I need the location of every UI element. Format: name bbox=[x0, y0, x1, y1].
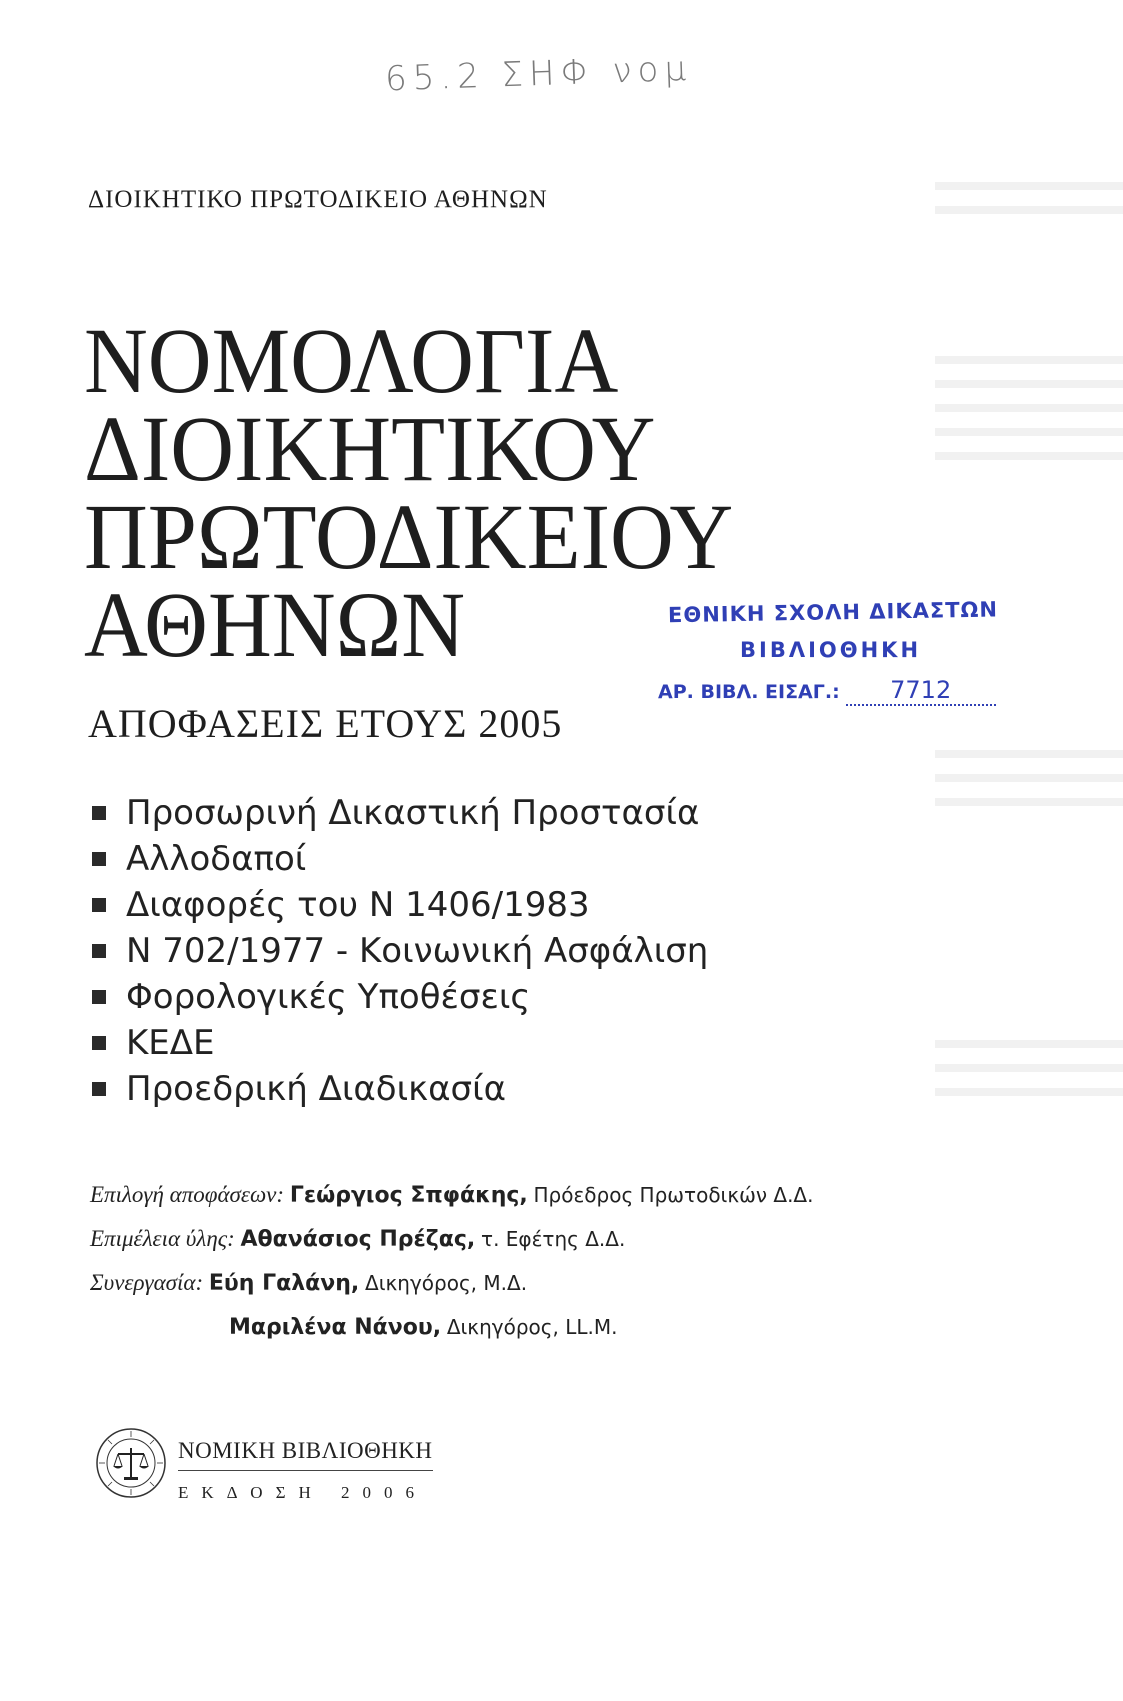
list-item bbox=[92, 1020, 708, 1066]
topic-label: Διαφορές του Ν 1406/1983 bbox=[126, 885, 590, 925]
stamp-accession-label: ΑΡ. ΒΙΒΛ. ΕΙΣΑΓ.: bbox=[658, 681, 840, 703]
stamp-accession-number: 7712 bbox=[846, 676, 996, 706]
bleed-through-line bbox=[935, 206, 1123, 214]
handwritten-call-number: 65.2 ΣΗΦ νομ bbox=[384, 48, 693, 100]
square-bullet-icon bbox=[92, 1082, 106, 1096]
credit-selection bbox=[90, 1182, 813, 1226]
publisher-name: ΝΟΜΙΚΗ ΒΙΒΛΙΟΘΗΚΗ bbox=[178, 1438, 433, 1471]
square-bullet-icon bbox=[92, 898, 106, 912]
square-bullet-icon bbox=[92, 806, 106, 820]
bleed-through-line bbox=[935, 428, 1123, 436]
list-item bbox=[92, 882, 708, 928]
bleed-through-line bbox=[935, 774, 1123, 782]
bleed-through-line bbox=[935, 356, 1123, 364]
square-bullet-icon bbox=[92, 1036, 106, 1050]
topic-label: Φορολογικές Υποθέσεις bbox=[126, 977, 531, 1017]
credit-name: Εύη Γαλάνη, bbox=[208, 1271, 360, 1296]
bleed-through-line bbox=[935, 1040, 1123, 1048]
bleed-through-line bbox=[935, 750, 1123, 758]
topic-label: Προεδρική Διαδικασία bbox=[126, 1069, 507, 1109]
credit-name: Μαριλένα Νάνου, bbox=[229, 1315, 442, 1340]
bleed-through-line bbox=[935, 182, 1123, 190]
credit-name: Γεώργιος Σπφάκης, bbox=[289, 1183, 528, 1208]
credit-title: Δικηγόρος, Μ.Δ. bbox=[365, 1271, 528, 1295]
publisher-block bbox=[94, 1426, 433, 1503]
topic-label: Ν 702/1977 - Κοινωνική Ασφάλιση bbox=[126, 931, 709, 971]
publisher-logo-scales-icon bbox=[94, 1426, 168, 1500]
bleed-through-line bbox=[935, 1088, 1123, 1096]
main-title bbox=[84, 310, 734, 677]
list-item bbox=[92, 790, 708, 836]
topic-label: Αλλοδαποί bbox=[126, 839, 307, 879]
square-bullet-icon bbox=[92, 990, 106, 1004]
bleed-through-line bbox=[935, 380, 1123, 388]
topic-label: ΚΕΔΕ bbox=[126, 1023, 215, 1063]
list-item bbox=[92, 1066, 708, 1112]
stamp-library-label: ΒΙΒΛΙΟΘΗΚΗ bbox=[740, 638, 922, 662]
credit-title: τ. Εφέτης Δ.Δ. bbox=[481, 1227, 626, 1251]
square-bullet-icon bbox=[92, 852, 106, 866]
list-item bbox=[92, 974, 708, 1020]
bleed-through-line bbox=[935, 404, 1123, 412]
list-item bbox=[92, 928, 708, 974]
library-stamp bbox=[658, 597, 1040, 706]
title-line: ΔΙΟΙΚΗΤΙΚΟΥ bbox=[84, 398, 656, 501]
title-line: ΠΡΩΤΟΔΙΚΕΙΟΥ bbox=[84, 486, 734, 589]
topic-label: Προσωρινή Δικαστική Προστασία bbox=[126, 793, 700, 833]
list-item bbox=[92, 836, 708, 882]
title-line: ΑΘΗΝΩΝ bbox=[84, 574, 466, 677]
credit-collaboration bbox=[90, 1270, 813, 1314]
credit-name: Αθανάσιος Πρέζας, bbox=[240, 1227, 476, 1252]
publisher-text bbox=[178, 1426, 433, 1503]
stamp-accession-row bbox=[658, 676, 1040, 706]
bleed-through-line bbox=[935, 452, 1123, 460]
subtitle: ΑΠΟΦΑΣΕΙΣ ΕΤΟΥΣ 2005 bbox=[88, 701, 563, 746]
square-bullet-icon bbox=[92, 944, 106, 958]
topics-list bbox=[92, 790, 708, 1112]
credit-label: Επιλογή αποφάσεων: bbox=[90, 1182, 285, 1207]
credit-label: Επιμέλεια ύλης: bbox=[90, 1226, 235, 1251]
credits bbox=[90, 1182, 813, 1358]
stamp-school-name: ΕΘΝΙΚΗ ΣΧΟΛΗ ΔΙΚΑΣΤΩΝ bbox=[667, 597, 999, 628]
bleed-through-line bbox=[935, 798, 1123, 806]
credit-editing bbox=[90, 1226, 813, 1270]
credit-collaboration-2 bbox=[90, 1314, 813, 1358]
court-name: ΔΙΟΙΚΗΤΙΚΟ ΠΡΩΤΟΔΙΚΕΙΟ ΑΘΗΝΩΝ bbox=[88, 186, 548, 213]
bleed-through-line bbox=[935, 1064, 1123, 1072]
credit-title: Πρόεδρος Πρωτοδικών Δ.Δ. bbox=[533, 1183, 814, 1207]
credit-title: Δικηγόρος, LL.M. bbox=[446, 1315, 618, 1339]
edition-line: ΕΚΔΟΣΗ 2006 bbox=[178, 1483, 427, 1502]
credit-label: Συνεργασία: bbox=[90, 1270, 204, 1295]
title-line: ΝΟΜΟΛΟΓΙΑ bbox=[84, 310, 619, 413]
